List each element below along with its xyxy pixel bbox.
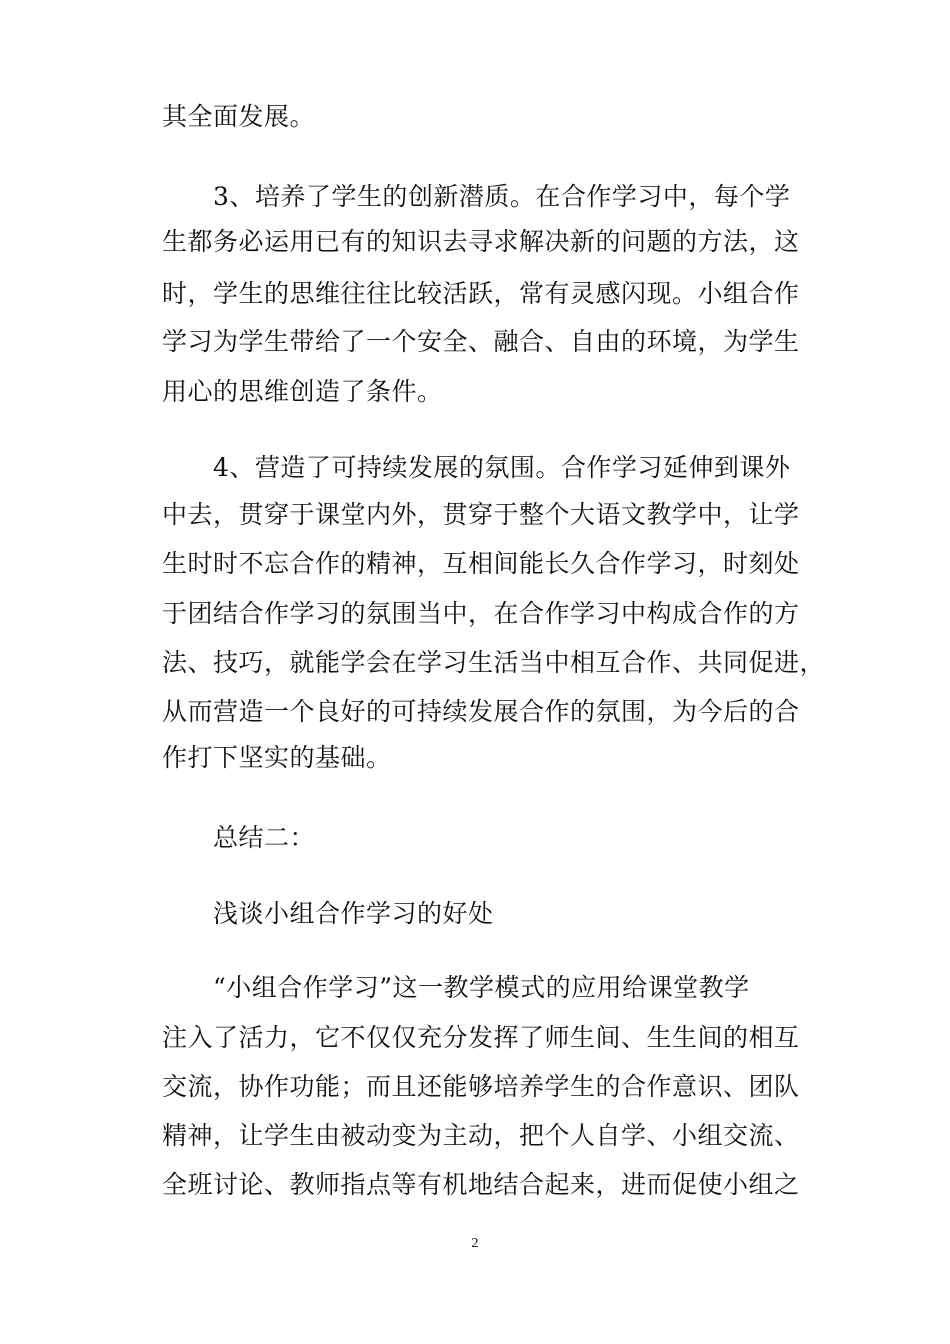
article-title: 浅谈小组合作学习的好处 (213, 899, 494, 928)
text-line: 作打下坚实的基础。 (162, 743, 392, 772)
text-line: 交流，协作功能；而且还能够培养学生的合作意识、团队 (162, 1072, 800, 1101)
text-line: 学习为学生带给了一个安全、融合、自由的环境，为学生 (162, 327, 800, 356)
text-line: 中去，贯穿于课堂内外，贯穿于整个大语文教学中，让学 (162, 500, 800, 529)
section-heading: 总结二： (213, 823, 316, 852)
text-line: “小组合作学习”这一教学模式的应用给课堂教学 (213, 973, 750, 1002)
text-line: 用心的思维创造了条件。 (162, 377, 443, 406)
text-line: 注入了活力，它不仅仅充分发挥了师生间、生生间的相互 (162, 1023, 800, 1052)
text-line: 生都务必运用已有的知识去寻求解决新的问题的方法，这 (162, 227, 800, 256)
text-line: 其全面发展。 (162, 102, 316, 131)
text-line: 4、营造了可持续发展的氛围。合作学习延伸到课外 (213, 453, 791, 482)
text-line: 3、培养了学生的创新潜质。在合作学习中，每个学 (213, 182, 791, 211)
text-line: 于团结合作学习的氛围当中，在合作学习中构成合作的方 (162, 599, 800, 628)
page-number: 2 (471, 1236, 479, 1251)
text-line: 精神，让学生由被动变为主动，把个人自学、小组交流、 (162, 1121, 800, 1150)
text-line: 从而营造一个良好的可持续发展合作的氛围，为今后的合 (162, 697, 800, 726)
text-line: 时，学生的思维往往比较活跃，常有灵感闪现。小组合作 (162, 279, 800, 308)
text-line: 法、技巧，就能学会在学习生活当中相互合作、共同促进， (162, 648, 826, 677)
text-line: 生时时不忘合作的精神，互相间能长久合作学习，时刻处 (162, 549, 800, 578)
text-line: 全班讨论、教师指点等有机地结合起来，进而促使小组之 (162, 1170, 800, 1199)
